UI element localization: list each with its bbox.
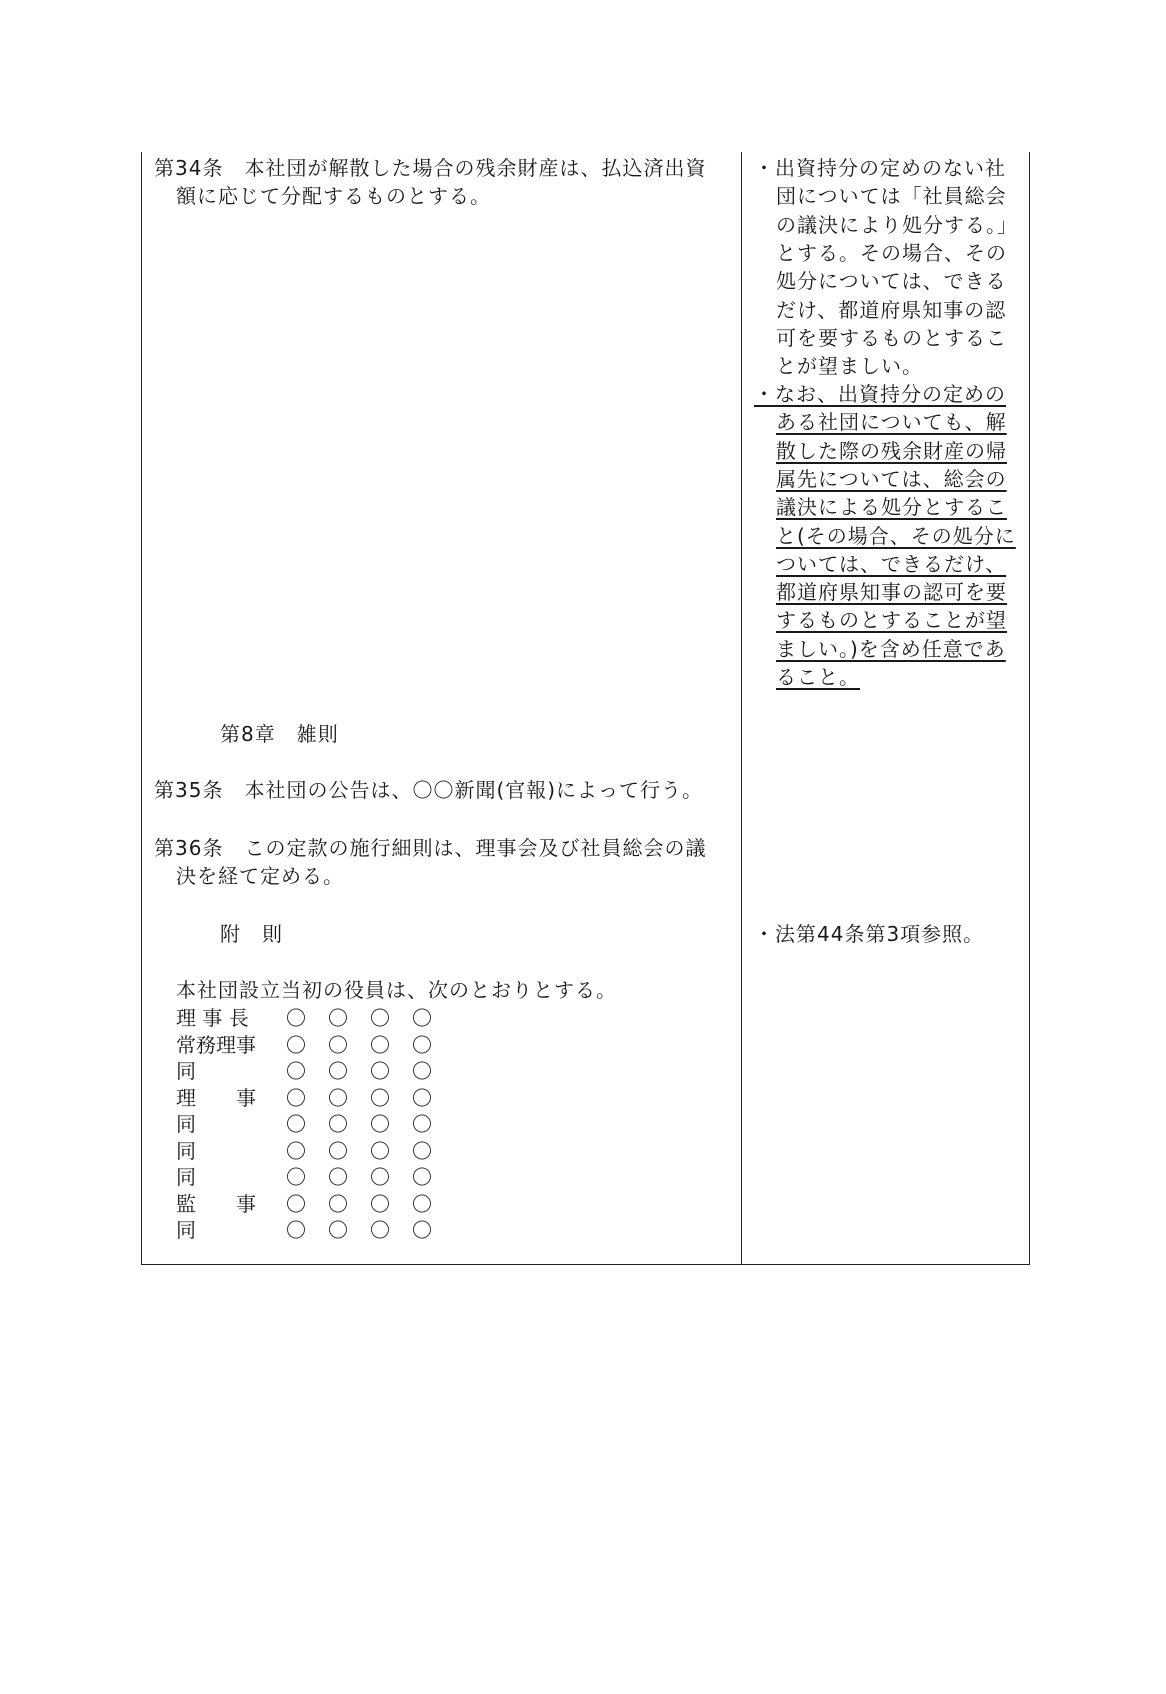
officer-row [176, 1057, 454, 1085]
officer-role: 同 [176, 1112, 196, 1136]
officer-row [176, 1163, 454, 1191]
article-36-line1: 第36条 この定款の施行細則は、理事会及び社員総会の議 [154, 836, 707, 860]
note2-line: ある社団についても、解 [776, 410, 1007, 435]
note1-line: 団については「社員総会 [776, 184, 1007, 209]
note1-line: ・出資持分の定めのない社 [754, 156, 1006, 180]
note1-line: 処分については、できる [776, 269, 1007, 294]
officer-row [176, 1110, 454, 1138]
officer-row [176, 1031, 454, 1059]
officer-name-placeholder: 〇〇〇〇 [286, 1059, 454, 1083]
officer-role: 同 [176, 1218, 196, 1242]
note1-line: の議決により処分する。」 [776, 212, 1018, 237]
note2-line: 属先については、総会の [776, 466, 1007, 491]
officer-row [176, 1137, 454, 1165]
articles-table [141, 152, 1030, 1265]
officer-row [176, 1084, 454, 1112]
note2-line: 都道府県知事の認可を要 [776, 580, 1007, 605]
officer-name-placeholder: 〇〇〇〇 [286, 1165, 454, 1189]
column-divider [741, 152, 742, 1264]
note1-line: 可を要するものとするこ [776, 325, 1007, 350]
officer-name-placeholder: 〇〇〇〇 [286, 1191, 454, 1216]
supplementary-provisions-heading: 附 則 [220, 922, 283, 946]
note2-line: するものとすることが望 [776, 608, 1007, 633]
article-34-line1: 第34条 本社団が解散した場合の残余財産は、払込済出資 [154, 156, 707, 180]
note2-line: と(その場合、その処分に [776, 523, 1016, 548]
note1-line: だけ、都道府県知事の認 [776, 297, 1007, 322]
note-law-reference: ・法第44条第3項参照。 [754, 922, 985, 946]
article-36-line2: 決を経て定める。 [176, 864, 344, 888]
officer-name-placeholder: 〇〇〇〇 [286, 1138, 454, 1163]
officer-name-placeholder: 〇〇〇〇 [286, 1112, 454, 1136]
note1-line: とする。その場合、その [776, 240, 1007, 265]
officer-name-placeholder: 〇〇〇〇 [286, 1006, 454, 1030]
officer-role: 同 [176, 1165, 196, 1189]
article-34-line2: 額に応じて分配するものとする。 [176, 184, 491, 208]
officer-name-placeholder: 〇〇〇〇 [286, 1218, 454, 1242]
note2-line: ついては、できるだけ、 [776, 551, 1007, 576]
officer-row [176, 1190, 454, 1218]
note2-line: ること。 [776, 665, 860, 689]
officer-name-placeholder: 〇〇〇〇 [286, 1032, 454, 1057]
note2-line: 議決による処分とするこ [776, 495, 1007, 520]
officer-row [176, 1216, 454, 1244]
officer-role: 理 事 [176, 1085, 256, 1110]
officer-role: 同 [176, 1138, 196, 1163]
chapter-8-heading: 第8章 雑則 [220, 722, 339, 746]
note2-line: ましい。)を含め任意であ [776, 636, 1006, 661]
note1-line: とが望ましい。 [776, 354, 923, 379]
officer-row [176, 1004, 454, 1032]
officers-intro: 本社団設立当初の役員は、次のとおりとする。 [176, 978, 617, 1002]
officer-role: 理 事 長 [176, 1006, 249, 1030]
officer-role: 常務理事 [176, 1032, 256, 1057]
article-35: 第35条 本社団の公告は、〇〇新聞(官報)によって行う。 [154, 778, 704, 802]
note2-line: 散した際の残余財産の帰 [776, 438, 1007, 463]
officer-role: 同 [176, 1059, 196, 1083]
officer-role: 監 事 [176, 1191, 256, 1216]
note2-line: ・なお、出資持分の定めの [754, 382, 1006, 406]
officer-name-placeholder: 〇〇〇〇 [286, 1085, 454, 1110]
